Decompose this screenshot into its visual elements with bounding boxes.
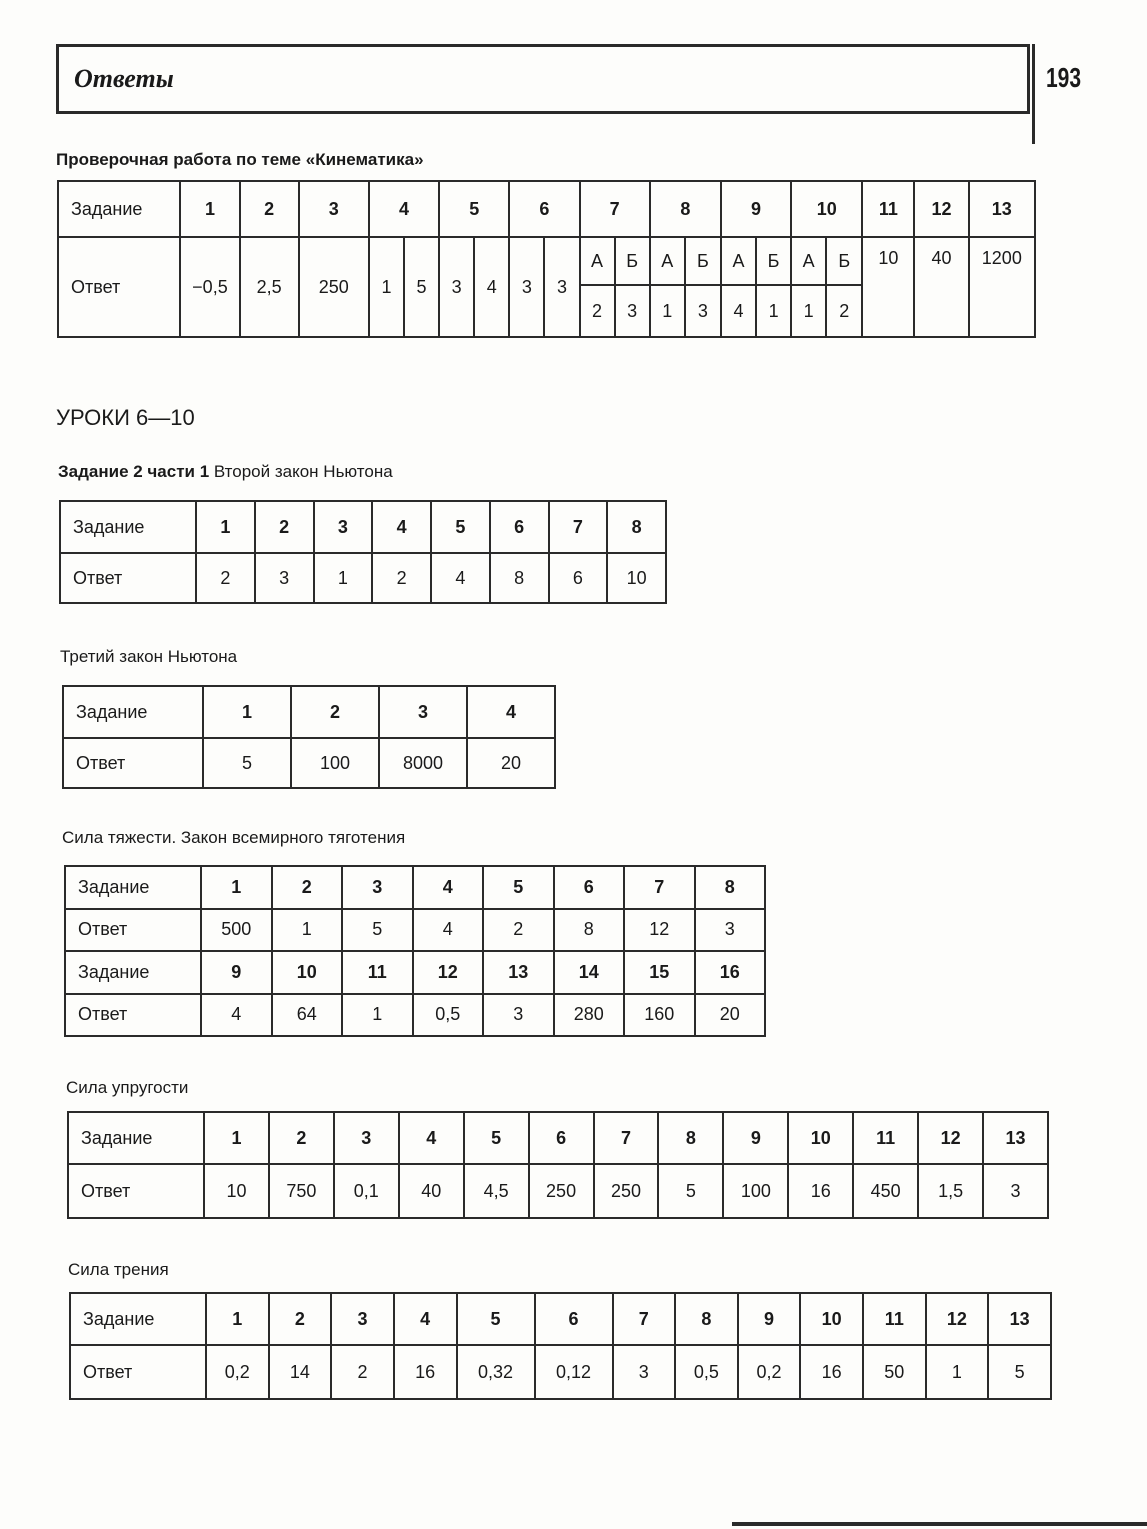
answer-cell: 0,2 xyxy=(738,1345,801,1399)
answer-cell: 14 xyxy=(269,1345,332,1399)
row-header-task: Задание xyxy=(70,1293,206,1345)
table-row xyxy=(65,994,765,1037)
answer-cell: 20 xyxy=(467,738,555,788)
row-header-task: Задание xyxy=(58,181,180,237)
answer-cell: 0,1 xyxy=(334,1164,399,1218)
answer-cell: 3 xyxy=(483,994,554,1037)
answer-cell: 0,5 xyxy=(413,994,484,1037)
answer-cell: 10 xyxy=(607,553,666,603)
task-number: 2 xyxy=(291,686,379,738)
answer-cell: 1200 xyxy=(969,237,1035,337)
match-answer: 1 xyxy=(650,285,685,337)
table-row xyxy=(65,909,765,952)
task-number: 1 xyxy=(201,866,272,909)
task-number: 11 xyxy=(853,1112,918,1164)
task-number: 9 xyxy=(738,1293,801,1345)
answer-cell: 64 xyxy=(272,994,343,1037)
table-row xyxy=(60,553,666,603)
answer-cell: 10 xyxy=(862,237,914,337)
answer-cell: 1 xyxy=(314,553,373,603)
row-header-answer: Ответ xyxy=(65,909,201,952)
task-number: 7 xyxy=(594,1112,659,1164)
answer-cell: 2 xyxy=(372,553,431,603)
header-divider xyxy=(1032,44,1035,144)
answer-cell: 4 xyxy=(413,909,484,952)
row-header-answer: Ответ xyxy=(60,553,196,603)
row-header-answer: Ответ xyxy=(68,1164,204,1218)
task-number: 3 xyxy=(342,866,413,909)
task-number: 8 xyxy=(607,501,666,553)
match-answer: 1 xyxy=(791,285,826,337)
match-letter: А xyxy=(650,237,685,285)
task-number: 3 xyxy=(334,1112,399,1164)
task-number: 2 xyxy=(272,866,343,909)
newton3-title: Третий закон Ньютона xyxy=(60,647,238,666)
task-number: 13 xyxy=(983,1112,1048,1164)
answer-cell: 4 xyxy=(201,994,272,1037)
answer-cell: 40 xyxy=(914,237,968,337)
match-answer: 1 xyxy=(756,285,791,337)
answer-cell: 3 xyxy=(509,237,544,337)
answer-cell: 4 xyxy=(431,553,490,603)
match-letter: А xyxy=(721,237,756,285)
answer-cell: 5 xyxy=(658,1164,723,1218)
answer-cell: 16 xyxy=(394,1345,457,1399)
row-header-task: Задание xyxy=(65,951,201,994)
task-number: 1 xyxy=(206,1293,269,1345)
task-number: 6 xyxy=(554,866,625,909)
elastic-title: Сила упругости xyxy=(66,1078,189,1097)
task-number: 5 xyxy=(439,181,509,237)
answer-cell: 750 xyxy=(269,1164,334,1218)
answer-cell: 0,32 xyxy=(457,1345,535,1399)
answer-cell: 5 xyxy=(404,237,439,337)
row-header-task: Задание xyxy=(65,866,201,909)
task-number: 3 xyxy=(331,1293,394,1345)
task-number: 1 xyxy=(180,181,239,237)
answer-cell: 250 xyxy=(529,1164,594,1218)
task-number: 2 xyxy=(255,501,314,553)
task-number: 9 xyxy=(201,951,272,994)
task-number: 9 xyxy=(721,181,791,237)
task-number: 3 xyxy=(379,686,467,738)
task-number: 10 xyxy=(272,951,343,994)
answer-cell: 5 xyxy=(988,1345,1051,1399)
answer-cell: 250 xyxy=(299,237,369,337)
answer-cell: 100 xyxy=(723,1164,788,1218)
answer-cell: 6 xyxy=(549,553,608,603)
task-number: 6 xyxy=(529,1112,594,1164)
task-number: 5 xyxy=(431,501,490,553)
answer-cell: −0,5 xyxy=(180,237,239,337)
task-number: 4 xyxy=(413,866,484,909)
answer-cell: 1 xyxy=(369,237,404,337)
task-number: 15 xyxy=(624,951,695,994)
match-answer: 3 xyxy=(685,285,721,337)
header-box xyxy=(56,44,1030,114)
kinematics-table xyxy=(57,180,1036,338)
task-number: 11 xyxy=(862,181,914,237)
task-number: 4 xyxy=(372,501,431,553)
task-number: 11 xyxy=(342,951,413,994)
answer-cell: 1,5 xyxy=(918,1164,983,1218)
answer-cell: 8 xyxy=(490,553,549,603)
answer-cell: 100 xyxy=(291,738,379,788)
table-row xyxy=(70,1345,1051,1399)
answer-cell: 50 xyxy=(863,1345,926,1399)
answer-cell: 3 xyxy=(255,553,314,603)
row-header-answer: Ответ xyxy=(65,994,201,1037)
answer-cell: 0,2 xyxy=(206,1345,269,1399)
answer-cell: 1 xyxy=(926,1345,989,1399)
answer-cell: 12 xyxy=(624,909,695,952)
newton2-title-bold: Задание 2 части 1 xyxy=(58,462,210,481)
task-number: 7 xyxy=(624,866,695,909)
task-number: 8 xyxy=(675,1293,738,1345)
match-answer: 4 xyxy=(721,285,756,337)
gravity-table xyxy=(64,865,766,1037)
task-number: 6 xyxy=(509,181,579,237)
task-number: 5 xyxy=(483,866,554,909)
row-header-answer: Ответ xyxy=(63,738,203,788)
task-number: 4 xyxy=(369,181,439,237)
task-number: 10 xyxy=(800,1293,863,1345)
match-letter: Б xyxy=(615,237,650,285)
task-number: 8 xyxy=(695,866,766,909)
answer-cell: 280 xyxy=(554,994,625,1037)
task-number: 7 xyxy=(549,501,608,553)
answer-cell: 160 xyxy=(624,994,695,1037)
row-header-answer: Ответ xyxy=(70,1345,206,1399)
task-number: 12 xyxy=(918,1112,983,1164)
answer-cell: 1 xyxy=(272,909,343,952)
answer-cell: 2 xyxy=(331,1345,394,1399)
task-number: 3 xyxy=(299,181,369,237)
answer-cell: 2 xyxy=(196,553,255,603)
table-row xyxy=(58,237,1035,285)
match-letter: А xyxy=(791,237,826,285)
task-number: 5 xyxy=(457,1293,535,1345)
task-number: 1 xyxy=(203,686,291,738)
task-number: 7 xyxy=(613,1293,676,1345)
table-row xyxy=(63,686,555,738)
task-number: 6 xyxy=(535,1293,613,1345)
task-number: 10 xyxy=(788,1112,853,1164)
task-number: 4 xyxy=(399,1112,464,1164)
answer-cell: 2 xyxy=(483,909,554,952)
table-row xyxy=(65,866,765,909)
newton2-table xyxy=(59,500,667,604)
task-number: 8 xyxy=(658,1112,723,1164)
task-number: 11 xyxy=(863,1293,926,1345)
table-row xyxy=(60,501,666,553)
row-header-task: Задание xyxy=(68,1112,204,1164)
match-answer: 3 xyxy=(615,285,650,337)
gravity-title: Сила тяжести. Закон всемирного тяготения xyxy=(62,828,406,847)
answer-cell: 1 xyxy=(342,994,413,1037)
answer-cell: 500 xyxy=(201,909,272,952)
task-number: 7 xyxy=(580,181,650,237)
table-row xyxy=(68,1112,1048,1164)
elastic-table xyxy=(67,1111,1049,1219)
answer-cell: 0,5 xyxy=(675,1345,738,1399)
lessons-heading: УРОКИ 6—10 xyxy=(56,405,195,430)
task-number: 2 xyxy=(240,181,299,237)
answer-cell: 2,5 xyxy=(240,237,299,337)
task-number: 9 xyxy=(723,1112,788,1164)
answer-cell: 0,12 xyxy=(535,1345,613,1399)
table-row xyxy=(65,951,765,994)
answer-cell: 450 xyxy=(853,1164,918,1218)
row-header-task: Задание xyxy=(63,686,203,738)
answer-cell: 16 xyxy=(788,1164,853,1218)
answer-cell: 8 xyxy=(554,909,625,952)
answer-cell: 3 xyxy=(695,909,766,952)
task-number: 13 xyxy=(483,951,554,994)
answer-cell: 3 xyxy=(439,237,474,337)
answer-cell: 5 xyxy=(342,909,413,952)
newton2-title-text: Второй закон Ньютона xyxy=(209,462,393,481)
task-number: 1 xyxy=(196,501,255,553)
task-number: 4 xyxy=(394,1293,457,1345)
match-answer: 2 xyxy=(580,285,615,337)
table-row xyxy=(58,181,1035,237)
match-letter: А xyxy=(580,237,615,285)
task-number: 14 xyxy=(554,951,625,994)
page-bottom-rule xyxy=(732,1522,1147,1526)
task-number: 1 xyxy=(204,1112,269,1164)
answer-cell: 40 xyxy=(399,1164,464,1218)
answer-cell: 3 xyxy=(544,237,579,337)
row-header-task: Задание xyxy=(60,501,196,553)
answer-cell: 8000 xyxy=(379,738,467,788)
answer-cell: 3 xyxy=(983,1164,1048,1218)
answer-cell: 20 xyxy=(695,994,766,1037)
row-header-answer: Ответ xyxy=(58,237,180,337)
task-number: 13 xyxy=(969,181,1035,237)
task-number: 12 xyxy=(413,951,484,994)
match-letter: Б xyxy=(826,237,862,285)
kinematics-title: Проверочная работа по теме «Кинематика» xyxy=(56,150,424,169)
answer-cell: 3 xyxy=(613,1345,676,1399)
task-number: 3 xyxy=(314,501,373,553)
newton2-title xyxy=(58,462,393,482)
task-number: 12 xyxy=(914,181,968,237)
task-number: 8 xyxy=(650,181,721,237)
task-number: 6 xyxy=(490,501,549,553)
newton3-table xyxy=(62,685,556,789)
task-number: 2 xyxy=(269,1112,334,1164)
page-number: 193 xyxy=(1046,62,1082,93)
match-letter: Б xyxy=(756,237,791,285)
task-number: 5 xyxy=(464,1112,529,1164)
task-number: 16 xyxy=(695,951,766,994)
table-row xyxy=(70,1293,1051,1345)
answer-cell: 4,5 xyxy=(464,1164,529,1218)
answer-cell: 16 xyxy=(800,1345,863,1399)
task-number: 12 xyxy=(926,1293,989,1345)
answer-cell: 5 xyxy=(203,738,291,788)
match-answer: 2 xyxy=(826,285,862,337)
answer-cell: 10 xyxy=(204,1164,269,1218)
task-number: 2 xyxy=(269,1293,332,1345)
friction-table xyxy=(69,1292,1052,1400)
task-number: 13 xyxy=(988,1293,1051,1345)
table-row xyxy=(63,738,555,788)
friction-title: Сила трения xyxy=(68,1260,169,1279)
match-letter: Б xyxy=(685,237,721,285)
task-number: 10 xyxy=(791,181,862,237)
task-number: 4 xyxy=(467,686,555,738)
table-row xyxy=(68,1164,1048,1218)
section-header-title: Ответы xyxy=(74,64,174,93)
answer-cell: 4 xyxy=(474,237,509,337)
answer-cell: 250 xyxy=(594,1164,659,1218)
